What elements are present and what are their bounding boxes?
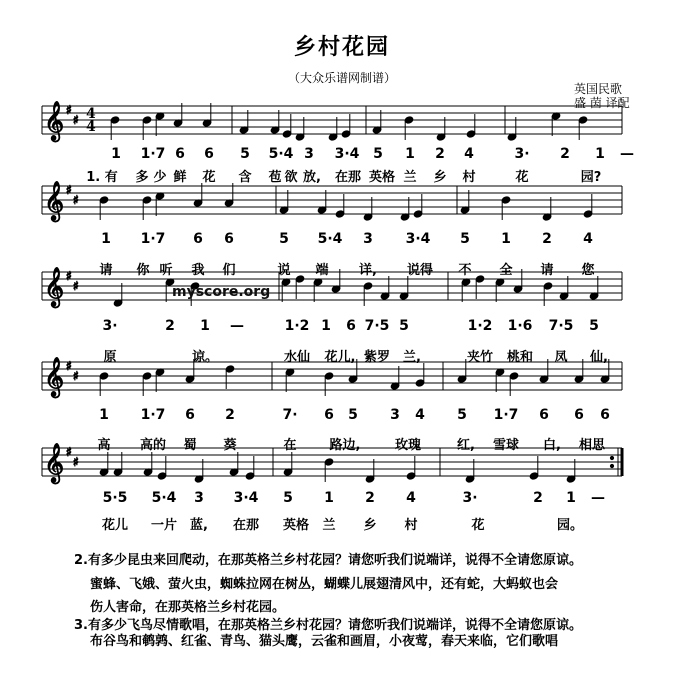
lyric-word: 红, — [457, 438, 475, 453]
song-subtitle: （大众乐谱网制谱） — [287, 71, 396, 85]
lyric-word: 少 — [153, 170, 167, 185]
lyric-word: 白, — [543, 438, 561, 453]
jianpu-note: 1·2 — [284, 318, 310, 334]
jianpu-note: 3·4 — [405, 231, 431, 247]
lyric-word: 兰, — [403, 350, 421, 365]
lyric-word: 花儿, — [324, 350, 356, 365]
lyric-word: 兰 — [322, 518, 336, 533]
jianpu-note: 5 — [348, 407, 358, 423]
jianpu-note: 6 — [193, 231, 203, 247]
jianpu-note: 4 — [464, 146, 474, 162]
lyric-word: 花 — [471, 518, 485, 533]
jianpu-note: — — [620, 146, 634, 162]
lyric-word: 蜀 — [183, 438, 197, 453]
jianpu-note: 1 — [99, 407, 109, 423]
lyric-word: 含 — [238, 170, 252, 185]
jianpu-note: 5 — [399, 318, 409, 334]
lyric-word: 村 — [462, 170, 476, 185]
time-signature-bottom: 4 — [86, 119, 96, 135]
jianpu-note: 3·4 — [233, 490, 259, 506]
treble-clef-icon: 𝄞 — [44, 443, 65, 483]
jianpu-note: — — [230, 318, 244, 334]
lyric-word: 原 — [103, 350, 117, 365]
lyric-word: 们 — [222, 263, 236, 278]
jianpu-note: 5 — [457, 407, 467, 423]
lyric-word: 园。 — [556, 518, 584, 533]
jianpu-note: 7·5 — [548, 318, 574, 334]
lyric-word: 乡 — [363, 518, 377, 533]
jianpu-note: 2 — [225, 407, 235, 423]
verse-2-line-2: 蜜蜂、飞娥、萤火虫，蜘蛛拉网在树丛，蝴蝶儿展翅清风中，还有蛇，大蚂蚁也会 — [90, 577, 559, 592]
jianpu-note: 2 — [435, 146, 445, 162]
lyric-word: 仙, — [590, 350, 608, 365]
lyric-word: 花 — [515, 170, 529, 185]
jianpu-note: 2 — [542, 231, 552, 247]
jianpu-note: 6 — [204, 146, 214, 162]
jianpu-note: 1·7 — [493, 407, 519, 423]
lyric-word: 高 — [97, 438, 111, 453]
jianpu-note: 3 — [390, 407, 400, 423]
lyric-word: 苞 — [268, 170, 282, 185]
sharp-icon: ♯ — [73, 279, 79, 293]
sharp-icon: ♯ — [73, 369, 79, 383]
jianpu-note: 2 — [533, 490, 543, 506]
lyric-word: 水仙 — [283, 350, 311, 365]
lyric-word: 欲 — [284, 170, 298, 185]
jianpu-note: 6 — [175, 146, 185, 162]
song-title: 乡村花园 — [293, 35, 390, 60]
lyric-word: 花 — [202, 170, 216, 185]
jianpu-note: 7· — [282, 407, 298, 423]
lyric-word: 我 — [191, 263, 205, 278]
jianpu-note: 1·2 — [467, 318, 493, 334]
sharp-icon: ♯ — [66, 269, 72, 283]
sharp-icon: ♯ — [66, 103, 72, 117]
lyric-word: 请 — [540, 263, 554, 278]
jianpu-note: 6 — [224, 231, 234, 247]
lyric-word: 乡 — [433, 170, 447, 185]
treble-clef-icon: 𝄞 — [44, 357, 65, 397]
lyric-word: 园? — [580, 170, 602, 185]
lyric-word: 谅。 — [191, 350, 219, 365]
jianpu-note: 5 — [460, 231, 470, 247]
verse-3-line-2: 布谷鸟和鹌鹑、红雀、青鸟、猫头鹰，云雀和画眉，小夜莺，春天来临，它们歌唱 — [90, 634, 559, 649]
lyric-word: 路边, — [329, 438, 361, 453]
treble-clef-icon: 𝄞 — [44, 181, 65, 221]
jianpu-note: 1 — [111, 146, 121, 162]
verse-2-line-1: 2.有多少昆虫来回爬动，在那英格兰乡村花园？请您听我们说端详，说得不全请您原谅。 — [74, 553, 582, 568]
lyric-word: 一片 — [150, 518, 178, 533]
jianpu-note: 5 — [240, 146, 250, 162]
jianpu-note: 2 — [365, 490, 375, 506]
jianpu-note: 5·4 — [151, 490, 177, 506]
treble-clef-icon: 𝄞 — [44, 101, 65, 141]
jianpu-note: 7·5 — [364, 318, 390, 334]
jianpu-note: 3·4 — [334, 146, 360, 162]
lyric-word: 在那 — [232, 518, 260, 533]
jianpu-note: 4 — [415, 407, 425, 423]
lyric-word: 高的 — [139, 438, 167, 453]
jianpu-note: 6 — [539, 407, 549, 423]
lyric-word: 全 — [499, 263, 513, 278]
jianpu-note: 1·6 — [507, 318, 533, 334]
jianpu-note: 4 — [406, 490, 416, 506]
lyric-word: 请 — [99, 263, 113, 278]
lyric-word: 紫罗 — [363, 350, 391, 365]
jianpu-note: 1 — [405, 146, 415, 162]
lyric-word: 说 — [277, 263, 291, 278]
lyric-word: 放, — [303, 170, 321, 185]
lyric-word: 玫瑰 — [394, 438, 422, 453]
sharp-icon: ♯ — [73, 455, 79, 469]
jianpu-note: 6 — [600, 407, 610, 423]
repeat-dot — [610, 456, 613, 459]
jianpu-note: 1·7 — [140, 231, 166, 247]
jianpu-note: 3· — [462, 490, 478, 506]
lyric-word: 您 — [581, 263, 595, 278]
jianpu-note: 6 — [324, 407, 334, 423]
lyric-word: 凤 — [554, 350, 568, 365]
lyric-word: 兰 — [403, 170, 417, 185]
jianpu-note: 5·5 — [102, 490, 128, 506]
lyric-word: 英格 — [282, 518, 310, 533]
repeat-dot — [610, 464, 613, 467]
jianpu-note: 3 — [194, 490, 204, 506]
jianpu-note: 5·4 — [268, 146, 294, 162]
jianpu-note: 3 — [304, 146, 314, 162]
jianpu-note: 6 — [346, 318, 356, 334]
sharp-icon: ♯ — [73, 113, 79, 127]
lyric-word: 听 — [159, 263, 173, 278]
lyric-word: 葵 — [223, 438, 237, 453]
sharp-icon: ♯ — [66, 359, 72, 373]
jianpu-note: 5 — [283, 490, 293, 506]
jianpu-note: 6 — [574, 407, 584, 423]
jianpu-note: 3· — [102, 318, 118, 334]
lyric-word: 1. 有 — [86, 170, 118, 185]
sharp-icon: ♯ — [66, 445, 72, 459]
lyric-word: 详, — [359, 263, 377, 278]
jianpu-note: 4 — [583, 231, 593, 247]
jianpu-note: 2 — [560, 146, 570, 162]
lyric-word: 不 — [458, 263, 472, 278]
jianpu-note: 2 — [165, 318, 175, 334]
credit-translator: 盛 茵 译配 — [574, 96, 630, 110]
jianpu-note: 3· — [514, 146, 530, 162]
lyric-word: 多 — [135, 170, 149, 185]
jianpu-note: 1·7 — [140, 146, 166, 162]
jianpu-note: 1·7 — [140, 407, 166, 423]
lyric-word: 说得 — [406, 263, 434, 278]
jianpu-note: 1 — [200, 318, 210, 334]
lyric-word: 村 — [404, 518, 418, 533]
lyric-word: 花儿 — [101, 518, 129, 533]
lyric-word: 蓝, — [190, 518, 208, 533]
sharp-icon: ♯ — [66, 183, 72, 197]
credit-origin: 英国民歌 — [574, 82, 623, 96]
jianpu-note: 1 — [566, 490, 576, 506]
jianpu-note: — — [591, 490, 605, 506]
lyric-word: 鲜 — [173, 170, 187, 185]
lyric-word: 你 — [136, 263, 150, 278]
lyric-word: 雪球 — [492, 438, 520, 453]
lyric-word: 相思 — [578, 438, 606, 453]
treble-clef-icon: 𝄞 — [44, 267, 65, 307]
jianpu-note: 1 — [101, 231, 111, 247]
jianpu-note: 5 — [589, 318, 599, 334]
time-signature-top: 4 — [86, 106, 96, 122]
lyric-word: 端 — [315, 263, 329, 278]
jianpu-note: 5·4 — [317, 231, 343, 247]
verse-3-line-1: 3.有多少飞鸟尽情歌唱，在那英格兰乡村花园？请您听我们说端详，说得不全请您原谅。 — [74, 618, 582, 633]
jianpu-note: 1 — [595, 146, 605, 162]
lyric-word: 英格 — [368, 170, 396, 185]
jianpu-note: 1 — [321, 318, 331, 334]
jianpu-note: 5 — [373, 146, 383, 162]
jianpu-note: 1 — [324, 490, 334, 506]
jianpu-note: 3 — [363, 231, 373, 247]
verse-2-line-3: 伤人害命，在那英格兰乡村花园。 — [90, 600, 286, 615]
lyric-word: 桃和 — [506, 350, 534, 365]
jianpu-note: 1 — [501, 231, 511, 247]
jianpu-note: 5 — [279, 231, 289, 247]
lyric-word: 在 — [283, 438, 297, 453]
jianpu-note: 6 — [185, 407, 195, 423]
lyric-word: 夹竹 — [466, 350, 494, 365]
sharp-icon: ♯ — [73, 193, 79, 207]
watermark: myscore.org — [172, 284, 271, 300]
lyric-word: 在那 — [334, 170, 362, 185]
